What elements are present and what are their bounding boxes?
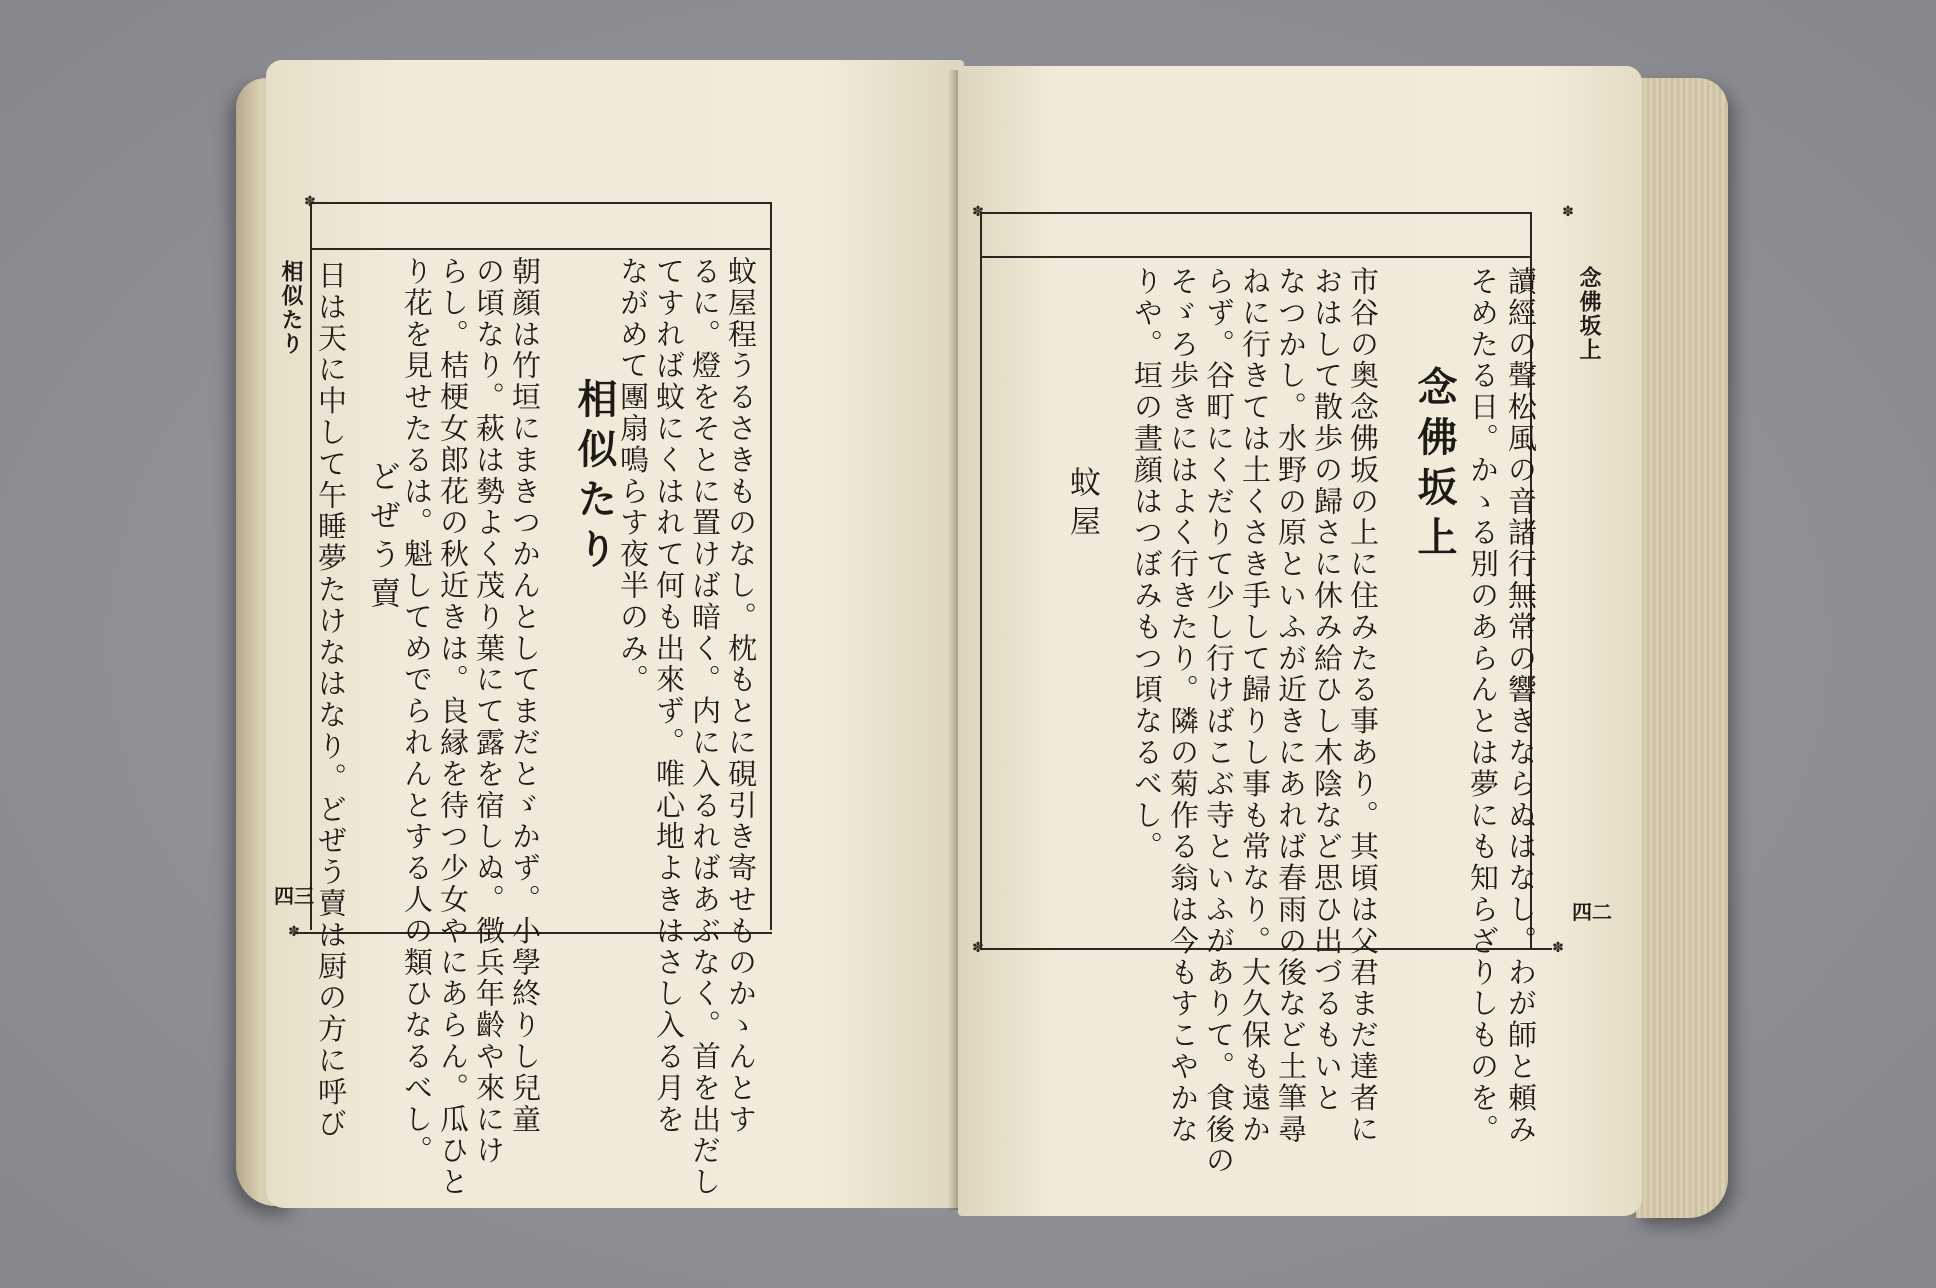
text-column: 日は天に中して午睡夢たけなはなり。どぜう賣は厨の方に呼び bbox=[314, 260, 348, 1140]
text-column: りや。垣の晝顔はつぼみもつ頃なるべし。 bbox=[1130, 266, 1164, 863]
text-column: 蚊屋程うるさきものなし。枕もとに硯引き寄せものかゝんとす bbox=[724, 256, 758, 1136]
text-column: らし。桔梗女郎花の秋近きは。良縁を待つ少女やにあらん。瓜ひと bbox=[436, 256, 470, 1198]
section-title: 相似たり bbox=[571, 378, 618, 578]
text-column: ながめて團扇鳴らす夜半のみ。 bbox=[616, 256, 650, 696]
ornament-icon: ✽ bbox=[304, 194, 316, 210]
text-column: 市谷の奥念佛坂の上に住みたる事あり。其頃は父君まだ達者に bbox=[1346, 266, 1380, 1146]
text-column: なつかし。水野の原といふが近きにあれば春雨の後など土筆尋 bbox=[1274, 266, 1308, 1146]
text-column: らず。谷町にくだりて少し行けばこぶ寺といふがありて。食後の bbox=[1202, 266, 1236, 1177]
right-page-edges bbox=[1636, 78, 1728, 1218]
text-column: 讀經の聲松風の音諸行無常の響きならぬはなし。わが師と頼み bbox=[1504, 266, 1538, 1146]
ornament-icon: ✽ bbox=[1552, 940, 1564, 956]
section-title: 蚊屋 bbox=[1064, 466, 1100, 544]
text-column: り花を見せたるは。魁してめでられんとする人の類ひなるべし。 bbox=[400, 256, 434, 1167]
right-frame-top-rule bbox=[980, 212, 1532, 214]
ornament-icon: ✽ bbox=[972, 204, 984, 220]
left-page bbox=[266, 60, 964, 1208]
page-number: 四三 bbox=[274, 884, 314, 908]
text-column: おはして散歩の歸さに休み給ひし木陰など思ひ出づるもいと bbox=[1310, 266, 1344, 1114]
text-column: の頃なり。萩は勢よく茂り葉にて露を宿しぬ。徴兵年齡や來にけ bbox=[472, 256, 506, 1167]
ornament-icon: ✽ bbox=[1562, 204, 1574, 220]
section-title: 念佛坂上 bbox=[1411, 366, 1458, 566]
left-frame-top-rule bbox=[310, 202, 772, 204]
running-head: 相似たり bbox=[278, 260, 304, 356]
text-column: てすれば蚊にくはれて何も出來ず。唯心地よきはさし入る月を bbox=[652, 256, 686, 1136]
right-page bbox=[958, 66, 1642, 1216]
text-column: そゞろ歩きにはよく行きたり。隣の菊作る翁は今もすこやかな bbox=[1166, 266, 1200, 1146]
left-frame-header-rule bbox=[310, 248, 772, 250]
text-column: るに。燈をそとに置けば暗く。内に入るればあぶなく。首を出だし bbox=[688, 256, 722, 1198]
text-column: そめたる日。かゝる別のあらんとは夢にも知らざりしものを。 bbox=[1466, 266, 1500, 1146]
text-column: ねに行きては土くさき手して歸りし事も常なり。大久保も遠か bbox=[1238, 266, 1272, 1146]
right-frame-header-rule bbox=[980, 256, 1532, 258]
ornament-icon: ✽ bbox=[972, 940, 984, 956]
running-head: 念佛坂上 bbox=[1576, 266, 1602, 362]
ornament-icon: ✽ bbox=[288, 924, 300, 940]
page-number: 四二 bbox=[1572, 900, 1612, 924]
section-title: どぜう賣 bbox=[364, 460, 400, 616]
text-column: 朝顔は竹垣にまきつかんとしてまだとゞかず。小學終りし兒童 bbox=[508, 256, 542, 1136]
